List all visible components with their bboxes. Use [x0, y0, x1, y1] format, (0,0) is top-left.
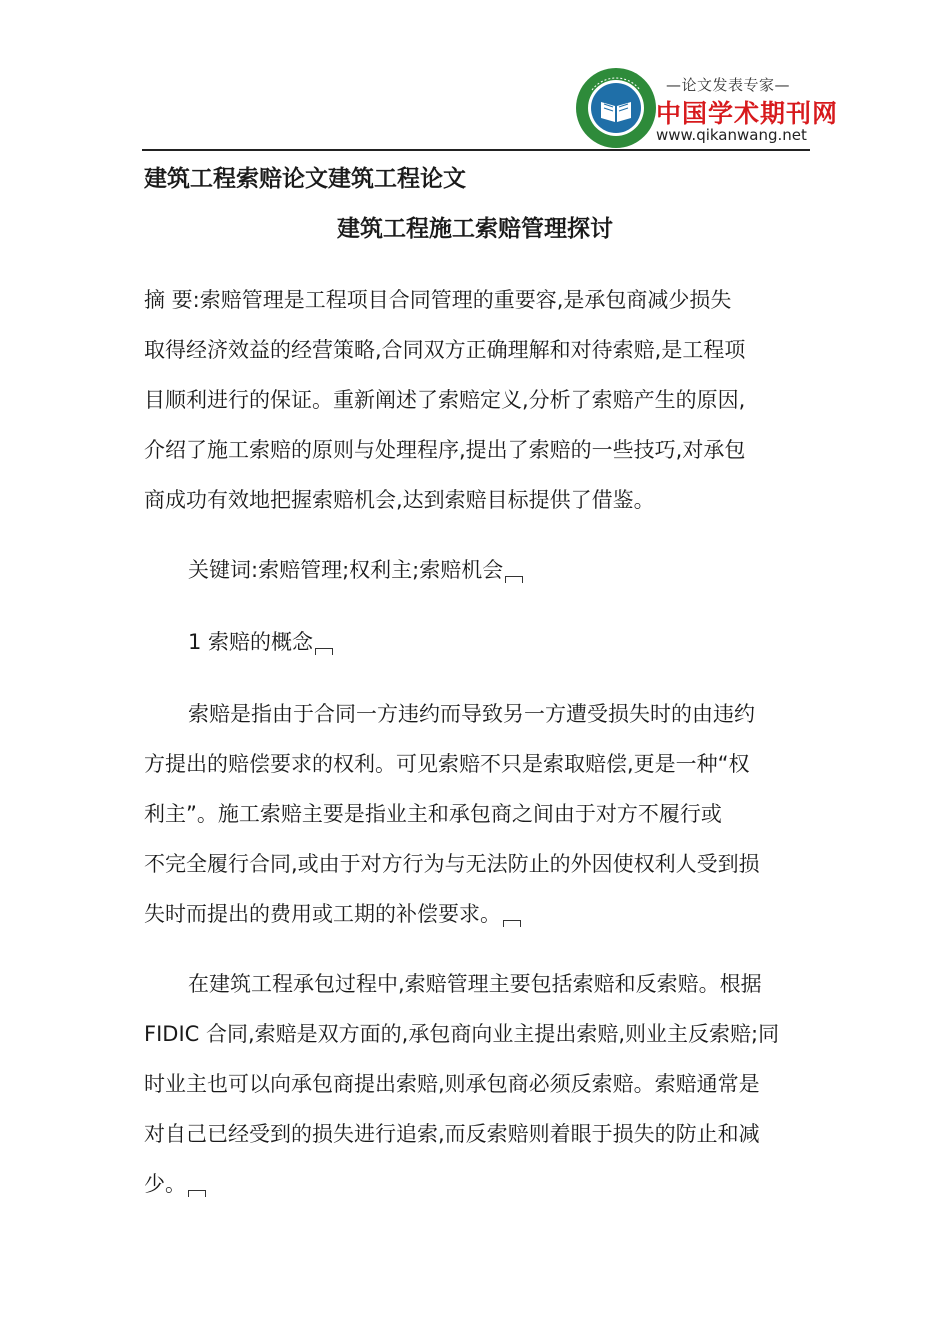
paragraph-line-text: 失时而提出的费用或工期的补偿要求。	[144, 902, 501, 926]
paragraph-line: 不完全履行合同,或由于对方行为与无法防止的外因使权利人受到损	[144, 852, 760, 876]
abstract-line: 目顺利进行的保证。重新阐述了索赔定义,分析了索赔产生的原因,	[144, 388, 746, 412]
paragraph-line	[144, 1168, 206, 1198]
site-logo	[574, 66, 839, 150]
paragraph-line: 时业主也可以向承包商提出索赔,则承包商必须反索赔。索赔通常是	[144, 1072, 760, 1096]
abstract-line: 介绍了施工索赔的原则与处理程序,提出了索赔的一些技巧,对承包	[144, 438, 746, 462]
seal-icon	[574, 66, 658, 150]
paragraph-line: FIDIC 合同,索赔是双方面的,承包商向业主提出索赔,则业主反索赔;同	[144, 1022, 780, 1046]
section-heading-text: 1 索赔的概念	[188, 630, 314, 654]
paragraph-mark-icon	[188, 1190, 206, 1197]
header-divider	[142, 149, 810, 151]
abstract-line: 取得经济效益的经营策略,合同双方正确理解和对待索赔,是工程项	[144, 338, 746, 362]
logo-tagline: —论文发表专家—	[666, 76, 791, 94]
paragraph-line	[144, 898, 521, 928]
paragraph-line: 利主”。施工索赔主要是指业主和承包商之间由于对方不履行或	[144, 802, 722, 826]
abstract-line: 商成功有效地把握索赔机会,达到索赔目标提供了借鉴。	[144, 488, 655, 512]
keywords-line	[188, 554, 523, 584]
section-heading	[188, 626, 333, 656]
paper-title	[0, 210, 950, 243]
logo-name: 中国学术期刊网	[656, 99, 839, 128]
paragraph-line: 索赔是指由于合同一方违约而导致另一方遭受损失时的由违约	[188, 702, 755, 726]
logo-url: www.qikanwang.net	[656, 126, 807, 144]
paragraph-line-text: 少。	[144, 1172, 186, 1196]
paragraph-line: 对自己已经受到的损失进行追索,而反索赔则着眼于损失的防止和减	[144, 1122, 760, 1146]
paragraph-line: 在建筑工程承包过程中,索赔管理主要包括索赔和反索赔。根据	[188, 972, 762, 996]
paragraph-mark-icon	[503, 920, 521, 927]
abstract-line: 摘 要:索赔管理是工程项目合同管理的重要容,是承包商减少损失	[144, 288, 732, 312]
keywords-text: 关键词:索赔管理;权利主;索赔机会	[188, 558, 504, 582]
paragraph-mark-icon	[315, 648, 333, 655]
category-title: 建筑工程索赔论文建筑工程论文	[144, 166, 466, 192]
paper-title-text: 建筑工程施工索赔管理探讨	[337, 216, 613, 242]
paragraph-line: 方提出的赔偿要求的权利。可见索赔不只是索取赔偿,更是一种“权	[144, 752, 750, 776]
paragraph-mark-icon	[505, 576, 523, 583]
